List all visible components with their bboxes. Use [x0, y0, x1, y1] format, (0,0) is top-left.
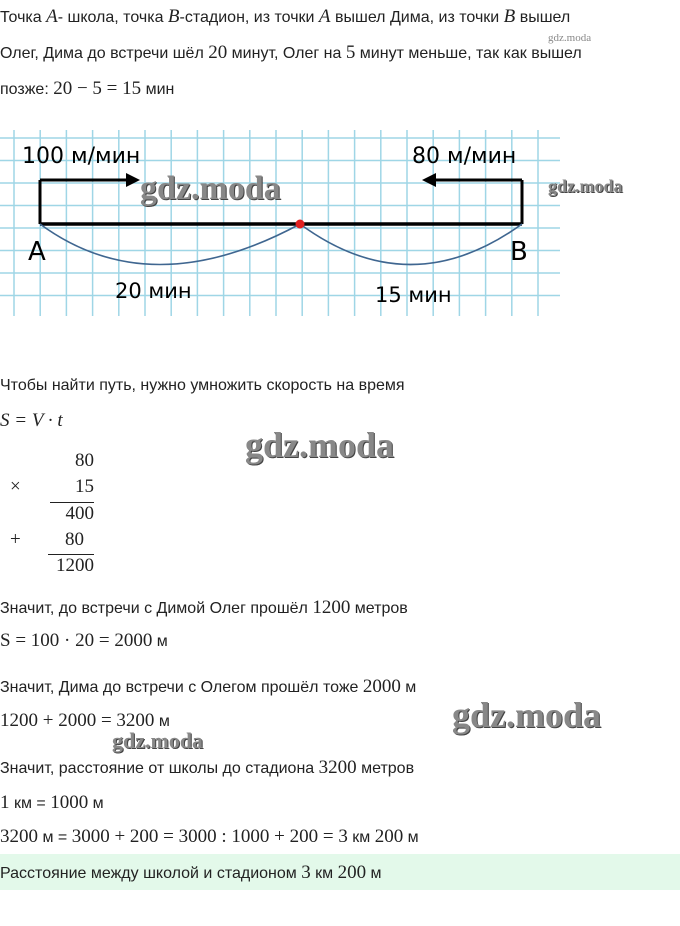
answer: Расстояние между школой и стадионом 3 км 200 м — [0, 862, 382, 883]
watermark: gdz.moda — [548, 32, 592, 44]
intro-line-2: Олег, Дима до встречи шёл 20 минут, Олег на 5 минут меньше, так как вышел — [0, 42, 582, 63]
watermark: gdz.moda — [452, 695, 602, 735]
formula-5: 3200 м = 3000 + 200 = 3000 : 1000 + 200 = 3 км 200 м — [0, 826, 419, 847]
curve-oleg — [300, 224, 522, 265]
speed-b: 80 м/мин — [412, 144, 517, 169]
solution-text-1: Чтобы найти путь, нужно умножить скорость на время — [0, 377, 405, 394]
watermark: gdz.moda — [140, 170, 281, 207]
arrow-left-head — [422, 173, 436, 187]
intro-line-1: Точка A- школа, точка B-стадион, из точки A вышел Дима, из точки B вышел — [0, 6, 571, 27]
label-a: A — [28, 237, 46, 267]
formula: S = V · t — [0, 410, 63, 431]
formula-4: 1 км = 1000 м — [0, 792, 104, 813]
meeting-diagram — [0, 130, 560, 316]
time-b: 15 мин — [375, 283, 452, 307]
intro-line-3: позже: 20 − 5 = 15 мин — [0, 78, 175, 99]
solution-text-2: Значит, до встречи с Димой Олег прошёл 1200 метров — [0, 597, 408, 618]
arrow-right-head — [126, 173, 140, 187]
watermark: gdz.moda — [112, 728, 204, 753]
formula-3: 1200 + 2000 = 3200 м — [0, 710, 170, 731]
watermark: gdz.moda — [548, 176, 623, 196]
solution-text-3: Значит, Дима до встречи с Олегом прошёл тоже 2000 м — [0, 676, 417, 697]
formula-2: S = 100 · 20 = 2000 м — [0, 630, 168, 651]
speed-a: 100 м/мин — [22, 144, 141, 169]
label-b: B — [510, 237, 528, 267]
meeting-point — [296, 220, 305, 229]
watermark: gdz.moda — [245, 425, 395, 465]
curve-dima — [40, 224, 300, 265]
time-a: 20 мин — [115, 279, 192, 303]
solution-text-4: Значит, расстояние от школы до стадиона 3200 метров — [0, 757, 415, 778]
